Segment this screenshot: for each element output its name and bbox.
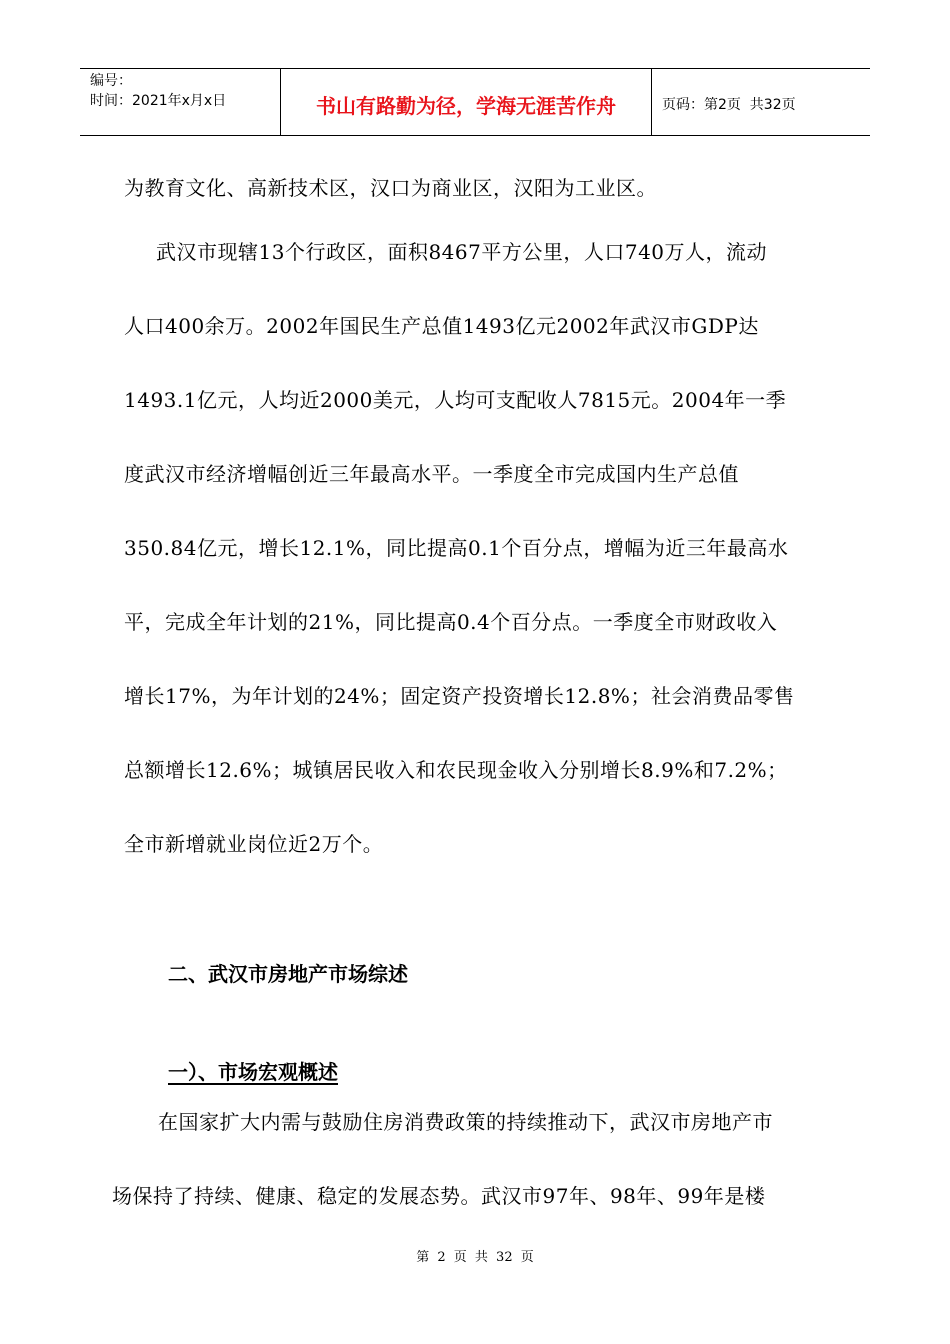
paragraph-line: 平，完成全年计划的21%，同比提高0.4个百分点。一季度全市财政收入 bbox=[124, 610, 778, 634]
paragraph-line: 增长17%，为年计划的24%；固定资产投资增长12.8%；社会消费品零售 bbox=[124, 684, 795, 708]
subsection-heading: 一）、市场宏观概述 bbox=[168, 1060, 338, 1084]
paragraph-line: 为教育文化、高新技术区，汉口为商业区，汉阳为工业区。 bbox=[124, 176, 657, 200]
page-footer: 第 2 页 共 32 页 bbox=[416, 1250, 534, 1265]
paragraph-line: 在国家扩大内需与鼓励住房消费政策的持续推动下，武汉市房地产市 bbox=[158, 1110, 773, 1134]
paragraph-line: 1493.1亿元，人均近2000美元，人均可支配收人7815元。2004年一季 bbox=[124, 388, 787, 412]
page-info-text: 页码：第2页 共32页 bbox=[662, 97, 796, 113]
header-motto: 书山有路勤为径，学海无涯苦作舟 bbox=[281, 69, 652, 135]
paragraph-line: 场保持了持续、健康、稳定的发展态势。武汉市97年、98年、99年是楼 bbox=[112, 1184, 766, 1208]
paragraph-line: 总额增长12.6%；城镇居民收入和农民现金收入分别增长8.9%和7.2%； bbox=[124, 758, 788, 782]
paragraph-line: 武汉市现辖13个行政区，面积8467平方公里，人口740万人，流动 bbox=[156, 240, 768, 264]
document-number-label: 编号： bbox=[90, 73, 132, 89]
header-page-info bbox=[652, 69, 870, 135]
paragraph-line: 度武汉市经济增幅创近三年最高水平。一季度全市完成国内生产总值 bbox=[124, 462, 739, 486]
document-date: 时间：2021年x月x日 bbox=[90, 93, 227, 109]
paragraph-line: 人口400余万。2002年国民生产总值1493亿元2002年武汉市GDP达 bbox=[124, 314, 759, 338]
paragraph-line: 全市新增就业岗位近2万个。 bbox=[124, 832, 384, 856]
paragraph-line: 350.84亿元，增长12.1%，同比提高0.1个百分点，增幅为近三年最高水 bbox=[124, 536, 789, 560]
header-meta bbox=[80, 69, 281, 135]
page-header bbox=[80, 68, 870, 136]
section-heading: 二、武汉市房地产市场综述 bbox=[168, 962, 408, 986]
